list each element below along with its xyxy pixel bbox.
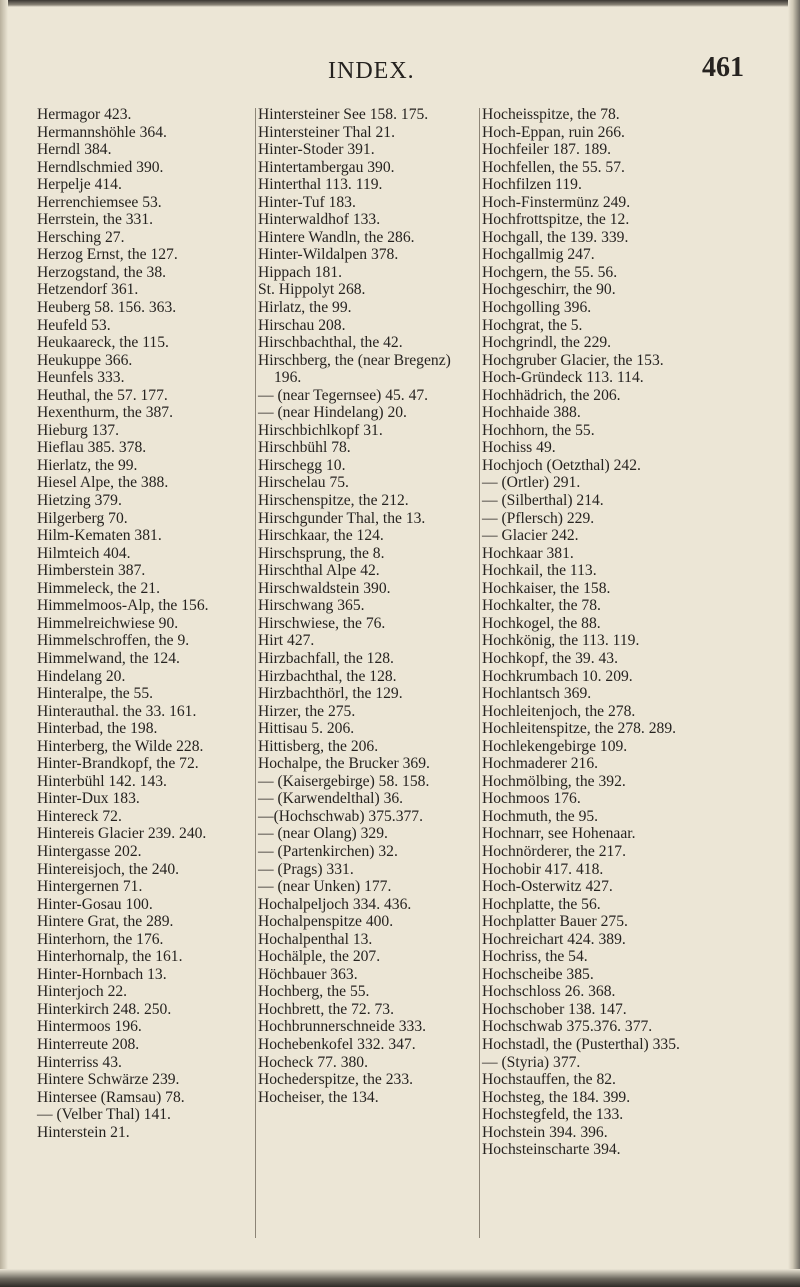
index-entry: Hilgerberg 70. bbox=[37, 509, 128, 527]
index-entry: Hochleitenjoch, the 278. bbox=[482, 702, 636, 720]
index-entry: Hinter-Brandkopf, the 72. bbox=[37, 755, 199, 773]
index-entry: Himmelwand, the 124. bbox=[37, 649, 180, 667]
index-entry: Hochmaderer 216. bbox=[482, 755, 599, 773]
index-entry: Hirschthal Alpe 42. bbox=[258, 562, 380, 580]
index-entry: Hilmteich 404. bbox=[37, 544, 131, 562]
index-entry: — (near Unken) 177. bbox=[258, 878, 392, 896]
index-entry: — (Velber Thal) 141. bbox=[37, 1106, 171, 1124]
column-divider bbox=[255, 108, 256, 1238]
index-entry: Hirschbachthal, the 42. bbox=[258, 334, 403, 352]
index-entry: Hinterthal 113. 119. bbox=[258, 176, 383, 194]
index-entry: Hochfrottspitze, the 12. bbox=[482, 211, 630, 229]
index-entry: Hochgrat, the 5. bbox=[482, 316, 583, 334]
index-entry: Herndl 384. bbox=[37, 141, 112, 159]
index-entry: Hochiss 49. bbox=[482, 439, 556, 457]
index-entry: Hirschbühl 78. bbox=[258, 439, 351, 457]
index-entry: —(Hochschwab) 375.377. bbox=[258, 807, 423, 825]
index-entry: Hochkail, the 113. bbox=[482, 562, 597, 580]
index-entry: Hochriss, the 54. bbox=[482, 948, 588, 966]
index-entry: Hinterstein 21. bbox=[37, 1123, 130, 1141]
index-entry: Hieflau 385. 378. bbox=[37, 439, 147, 457]
index-entry: Hilm-Kematen 381. bbox=[37, 527, 162, 545]
index-entry: Hochkogel, the 88. bbox=[482, 614, 601, 632]
index-entry: Hochalpeljoch 334. 436. bbox=[258, 895, 412, 913]
index-entry: Hinter-Dux 183. bbox=[37, 790, 140, 808]
index-entry: Hirschkaar, the 124. bbox=[258, 527, 384, 545]
index-entry: Hochberg, the 55. bbox=[258, 983, 370, 1001]
index-entry: Hintere Schwärze 239. bbox=[37, 1071, 180, 1089]
index-entry: Hoch-Osterwitz 427. bbox=[482, 878, 613, 896]
index-entry: Hochgallmig 247. bbox=[482, 246, 595, 264]
index-entry: — (Kaisergebirge) 58. 158. bbox=[258, 772, 430, 790]
index-entry: Hintereisjoch, the 240. bbox=[37, 860, 180, 878]
index-entry: Himmelreichwiese 90. bbox=[37, 614, 179, 632]
index-entry: — (Prags) 331. bbox=[258, 860, 354, 878]
index-entry: Hinter-Stoder 391. bbox=[258, 141, 375, 159]
index-entry: — (Styria) 377. bbox=[482, 1053, 581, 1071]
index-entry: — (Silberthal) 214. bbox=[482, 492, 604, 510]
index-entry: Hochstein 394. 396. bbox=[482, 1123, 608, 1141]
index-entry: Hochleitenspitze, the 278. 289. bbox=[482, 720, 677, 738]
index-entry: Hochfeiler 187. 189. bbox=[482, 141, 612, 159]
index-entry: Hochgeschirr, the 90. bbox=[482, 281, 616, 299]
index-entry: Hindelang 20. bbox=[37, 667, 126, 685]
index-entry: Hocheiser, the 134. bbox=[258, 1088, 379, 1106]
index-entry: Hippach 181. bbox=[258, 263, 343, 281]
index-entry: Hochschwab 375.376. 377. bbox=[482, 1018, 653, 1036]
index-entry: Hirzbachthörl, the 129. bbox=[258, 685, 403, 703]
index-entry: Hochplatter Bauer 275. bbox=[482, 913, 628, 931]
running-head: INDEX. bbox=[328, 58, 415, 84]
index-entry: Heufeld 53. bbox=[37, 316, 111, 334]
index-entry: — (Partenkirchen) 32. bbox=[258, 842, 398, 860]
index-entry: Hirschgunder Thal, the 13. bbox=[258, 509, 426, 527]
index-entry: Herzogstand, the 38. bbox=[37, 263, 167, 281]
index-entry: Hochkopf, the 39. 43. bbox=[482, 649, 618, 667]
index-entry: Hochalpenspitze 400. bbox=[258, 913, 394, 931]
index-entry: Hochkalter, the 78. bbox=[482, 597, 601, 615]
index-entry: Hinterbad, the 198. bbox=[37, 720, 158, 738]
index-entry: Hochnörderer, the 217. bbox=[482, 842, 626, 860]
index-entry: Hochplatte, the 56. bbox=[482, 895, 601, 913]
index-entry: Hersching 27. bbox=[37, 228, 125, 246]
index-entry: Hirschelau 75. bbox=[258, 474, 349, 492]
index-entry: Hinterwaldhof 133. bbox=[258, 211, 381, 229]
index-entry: Hochhädrich, the 206. bbox=[482, 386, 621, 404]
page-bottom-edge bbox=[0, 1269, 800, 1287]
index-entry: Hinterberg, the Wilde 228. bbox=[37, 737, 204, 755]
index-entry: Hetzendorf 361. bbox=[37, 281, 139, 299]
index-entry: Himmeleck, the 21. bbox=[37, 579, 160, 597]
index-entry: Hirschwiese, the 76. bbox=[258, 614, 386, 632]
index-entry: Hochreichart 424. 389. bbox=[482, 930, 626, 948]
page-right-edge bbox=[788, 0, 800, 1287]
index-entry: Hintere Wandln, the 286. bbox=[258, 228, 415, 246]
index-entry: Hochälple, the 207. bbox=[258, 948, 381, 966]
index-entry: Hochmuth, the 95. bbox=[482, 807, 599, 825]
index-entry: Hirschberg, the (near Bregenz) 196. bbox=[258, 351, 451, 387]
index-entry: Hexenthurm, the 387. bbox=[37, 404, 173, 422]
index-entry: Hochfilzen 119. bbox=[482, 176, 582, 194]
index-entry: Hinterkirch 248. 250. bbox=[37, 1000, 172, 1018]
index-entry: Hochobir 417. 418. bbox=[482, 860, 604, 878]
index-entry: Hochstadl, the (Pusterthal) 335. bbox=[482, 1035, 680, 1053]
page-top-edge bbox=[0, 0, 800, 7]
index-entry: Hinter-Hornbach 13. bbox=[37, 965, 167, 983]
index-entry: Hintere Grat, the 289. bbox=[37, 913, 174, 931]
index-entry: Hittisau 5. 206. bbox=[258, 720, 355, 738]
index-entry: Hochhaide 388. bbox=[482, 404, 581, 422]
index-entry: Hinteralpe, the 55. bbox=[37, 685, 154, 703]
index-entry: Hirschsprung, the 8. bbox=[258, 544, 385, 562]
index-entry: Hittisberg, the 206. bbox=[258, 737, 379, 755]
index-entry: — (Ortler) 291. bbox=[482, 474, 581, 492]
index-entry: Hirschegg 10. bbox=[258, 456, 346, 474]
index-entry: Hermannshöhle 364. bbox=[37, 123, 167, 141]
index-entry: Herndlschmied 390. bbox=[37, 158, 164, 176]
index-entry: Hintersteiner Thal 21. bbox=[258, 123, 395, 141]
index-entry: Hinter-Wildalpen 378. bbox=[258, 246, 399, 264]
index-entry: Hirschwaldstein 390. bbox=[258, 579, 391, 597]
index-entry: Heukaareck, the 115. bbox=[37, 334, 169, 352]
index-entry: Hocheisspitze, the 78. bbox=[482, 106, 620, 123]
index-entry: Hochschloss 26. 368. bbox=[482, 983, 616, 1001]
index-entry: Himberstein 387. bbox=[37, 562, 146, 580]
index-entry: Hoch-Gründeck 113. 114. bbox=[482, 369, 644, 387]
index-entry: Hirzbachthal, the 128. bbox=[258, 667, 397, 685]
index-entry: Hochkrumbach 10. 209. bbox=[482, 667, 633, 685]
index-entry: Hochjoch (Oetzthal) 242. bbox=[482, 456, 641, 474]
index-column-1 bbox=[37, 106, 255, 1141]
index-entry: Hochgolling 396. bbox=[482, 299, 592, 317]
page-left-edge bbox=[0, 0, 8, 1287]
index-entry: Hochlantsch 369. bbox=[482, 685, 592, 703]
index-entry: Hirzbachfall, the 128. bbox=[258, 649, 394, 667]
index-entry: Hinterjoch 22. bbox=[37, 983, 128, 1001]
index-entry: Hirschbichlkopf 31. bbox=[258, 421, 383, 439]
index-entry: Hieburg 137. bbox=[37, 421, 120, 439]
index-entry: Hintereis Glacier 239. 240. bbox=[37, 825, 207, 843]
index-entry: Hochgall, the 139. 339. bbox=[482, 228, 629, 246]
index-entry: — (Pflersch) 229. bbox=[482, 509, 595, 527]
index-entry: Hochgruber Glacier, the 153. bbox=[482, 351, 664, 369]
index-entry: Hintergernen 71. bbox=[37, 878, 143, 896]
index-entry: Hochlekengebirge 109. bbox=[482, 737, 628, 755]
index-entry: Heunfels 333. bbox=[37, 369, 125, 387]
index-entry: Hirschwang 365. bbox=[258, 597, 365, 615]
index-entry: Hochstegfeld, the 133. bbox=[482, 1106, 624, 1124]
index-entry: Hochhorn, the 55. bbox=[482, 421, 595, 439]
index-entry: Hochalpenthal 13. bbox=[258, 930, 373, 948]
index-column-3 bbox=[482, 106, 782, 1159]
index-entry: Hirt 427. bbox=[258, 632, 315, 650]
index-entry: Hintergasse 202. bbox=[37, 842, 142, 860]
index-entry: Herrenchiemsee 53. bbox=[37, 193, 162, 211]
index-entry: Hinter-Tuf 183. bbox=[258, 193, 356, 211]
index-entry: Hochalpe, the Brucker 369. bbox=[258, 755, 430, 773]
index-entry: Hietzing 379. bbox=[37, 492, 122, 510]
index-entry: — (near Olang) 329. bbox=[258, 825, 388, 843]
index-entry: St. Hippolyt 268. bbox=[258, 281, 366, 299]
index-entry: Hochgrindl, the 229. bbox=[482, 334, 612, 352]
index-entry: Heuthal, the 57. 177. bbox=[37, 386, 168, 404]
index-entry: — (Karwendelthal) 36. bbox=[258, 790, 404, 808]
index-entry: Hochsteinscharte 394. bbox=[482, 1141, 621, 1159]
page-header bbox=[0, 52, 800, 92]
index-entry: Heuberg 58. 156. 363. bbox=[37, 299, 177, 317]
index-entry: Hintertambergau 390. bbox=[258, 158, 395, 176]
index-entry: Hochfellen, the 55. 57. bbox=[482, 158, 625, 176]
index-entry: Hinterhornalp, the 161. bbox=[37, 948, 183, 966]
index-entry: Hochkönig, the 113. 119. bbox=[482, 632, 640, 650]
index-entry: Hochederspitze, the 233. bbox=[258, 1071, 414, 1089]
page-number: 461 bbox=[702, 52, 744, 83]
index-entry: Hirschau 208. bbox=[258, 316, 346, 334]
index-entry: Hochschober 138. 147. bbox=[482, 1000, 627, 1018]
index-entry: Hermagor 423. bbox=[37, 106, 132, 123]
index-entry: — (near Hindelang) 20. bbox=[258, 404, 407, 422]
index-entry: Hinterriss 43. bbox=[37, 1053, 122, 1071]
index-entry: Heukuppe 366. bbox=[37, 351, 133, 369]
index-entry: Hirlatz, the 99. bbox=[258, 299, 352, 317]
index-column-2 bbox=[258, 106, 480, 1106]
index-entry: Hochbrunnerschneide 333. bbox=[258, 1018, 427, 1036]
index-entry: Höchbauer 363. bbox=[258, 965, 358, 983]
index-entry: Hinterauthal. the 33. 161. bbox=[37, 702, 197, 720]
index-entry: Hochebenkofel 332. 347. bbox=[258, 1035, 416, 1053]
index-entry: Hochstauffen, the 82. bbox=[482, 1071, 616, 1089]
index-entry: Hinterhorn, the 176. bbox=[37, 930, 164, 948]
index-entry: Hochmölbing, the 392. bbox=[482, 772, 626, 790]
index-entry: — Glacier 242. bbox=[482, 527, 579, 545]
index-entry: Hochkaar 381. bbox=[482, 544, 574, 562]
index-entry: Herpelje 414. bbox=[37, 176, 122, 194]
index-entry: Hochsteg, the 184. 399. bbox=[482, 1088, 631, 1106]
index-entry: Herzog Ernst, the 127. bbox=[37, 246, 178, 264]
index-entry: Hierlatz, the 99. bbox=[37, 456, 138, 474]
index-entry: Hochmoos 176. bbox=[482, 790, 581, 808]
index-entry: Hochkaiser, the 158. bbox=[482, 579, 611, 597]
index-entry: Hintereck 72. bbox=[37, 807, 122, 825]
index-entry: Hochnarr, see Hohenaar. bbox=[482, 825, 636, 843]
index-entry: Hirzer, the 275. bbox=[258, 702, 356, 720]
index-entry: Hintersteiner See 158. 175. bbox=[258, 106, 429, 123]
index-entry: Hinter-Gosau 100. bbox=[37, 895, 153, 913]
index-entry: Hintermoos 196. bbox=[37, 1018, 142, 1036]
index-entry: Hiesel Alpe, the 388. bbox=[37, 474, 169, 492]
index-entry: Hochbrett, the 72. 73. bbox=[258, 1000, 394, 1018]
index-entry: Himmelschroffen, the 9. bbox=[37, 632, 190, 650]
index-entry: Hochscheibe 385. bbox=[482, 965, 594, 983]
index-entry: Himmelmoos-Alp, the 156. bbox=[37, 597, 209, 615]
index-entry: Hinterreute 208. bbox=[37, 1035, 140, 1053]
index-entry: Herrstein, the 331. bbox=[37, 211, 154, 229]
index-entry: Hocheck 77. 380. bbox=[258, 1053, 368, 1071]
index-entry: Hochgern, the 55. 56. bbox=[482, 263, 618, 281]
index-entry: Hinterbühl 142. 143. bbox=[37, 772, 167, 790]
index-entry: Hirschenspitze, the 212. bbox=[258, 492, 409, 510]
index-entry: — (near Tegernsee) 45. 47. bbox=[258, 386, 429, 404]
index-entry: Hoch-Eppan, ruin 266. bbox=[482, 123, 625, 141]
index-entry: Hoch-Finstermünz 249. bbox=[482, 193, 631, 211]
index-entry: Hintersee (Ramsau) 78. bbox=[37, 1088, 185, 1106]
